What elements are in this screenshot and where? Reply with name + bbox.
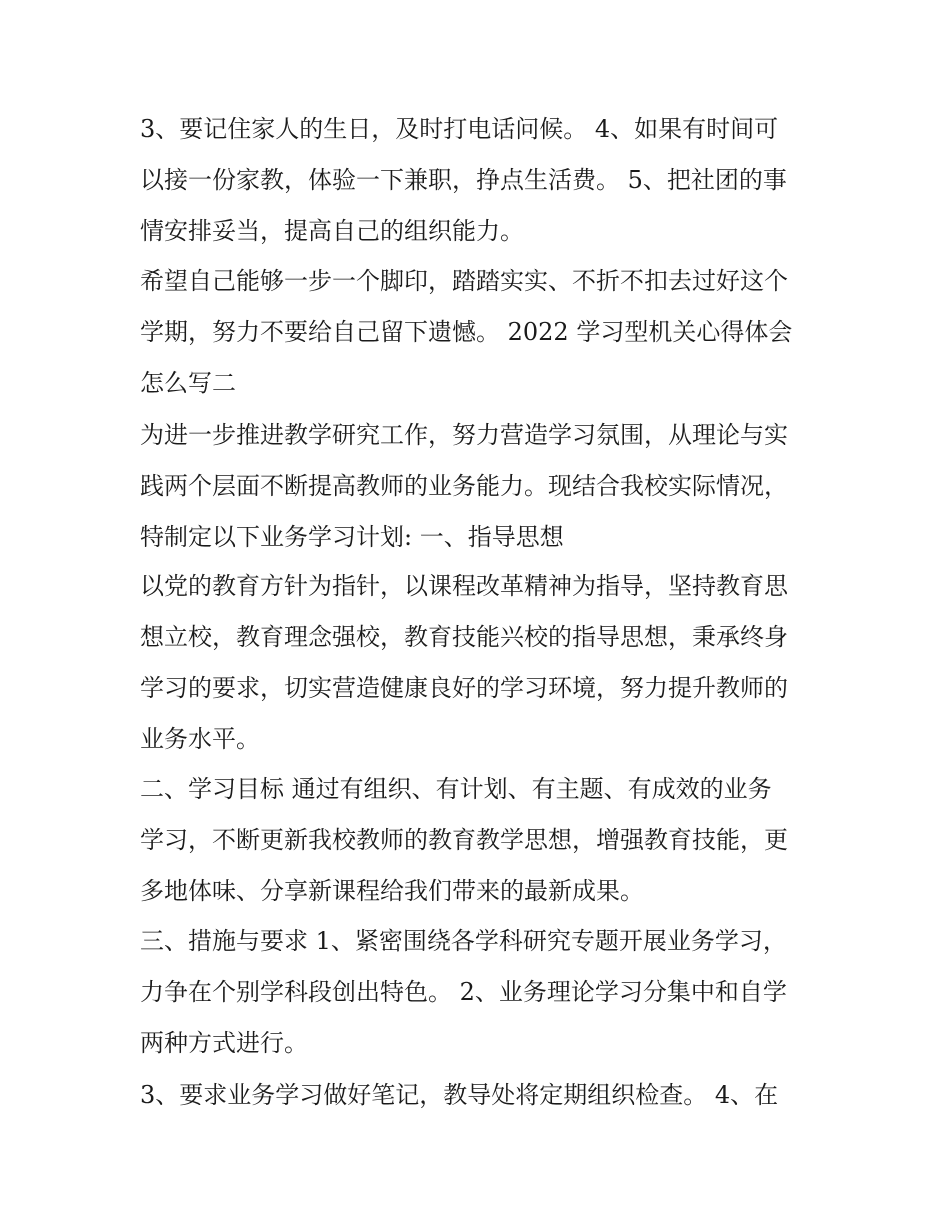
- paragraph-plan-intro: 为进一步推进教学研究工作，努力营造学习氛围，从理论与实 践两个层面不断提高教师的业务能力。现结合我校实际情况， 特制定以下业务学习计划: 一、指导思想: [140, 421, 788, 551]
- paragraph-measures: 三、措施与要求 1、紧密围绕各学科研究专题开展业务学习， 力争在个别学科段创出特色。 2、业务理论学习分集中和自学 两种方式进行。: [140, 927, 787, 1057]
- paragraph-notes-check: 3、要求业务学习做好笔记，教导处将定期组织检查。 4、在: [140, 1081, 779, 1109]
- paragraph-family-care: 3、要记住家人的生日，及时打电话问候。 4、如果有时间可 以接一份家教，体验一下兼职，挣点生活费。 5、把社团的事 情安排妥当，提高自己的组织能力。: [140, 115, 787, 245]
- paragraph-semester-hope: 希望自己能够一步一个脚印，踏踏实实、不折不扣去过好这个 学期，努力不要给自己留下遗憾。 2022 学习型机关心得体会 怎么写二: [140, 267, 793, 397]
- paragraph-learning-goals: 二、学习目标 通过有组织、有计划、有主题、有成效的业务 学习，不断更新我校教师的教育教学思想，增强教育技能，更 多地体味、分享新课程给我们带来的最新成果。: [140, 775, 788, 905]
- paragraph-guiding-ideology: 以党的教育方针为指针，以课程改革精神为指导，坚持教育思 想立校，教育理念强校，教育技能兴校的指导思想，秉承终身 学习的要求，切实营造健康良好的学习环境，努力提升教师的 业务水平。: [140, 572, 788, 753]
